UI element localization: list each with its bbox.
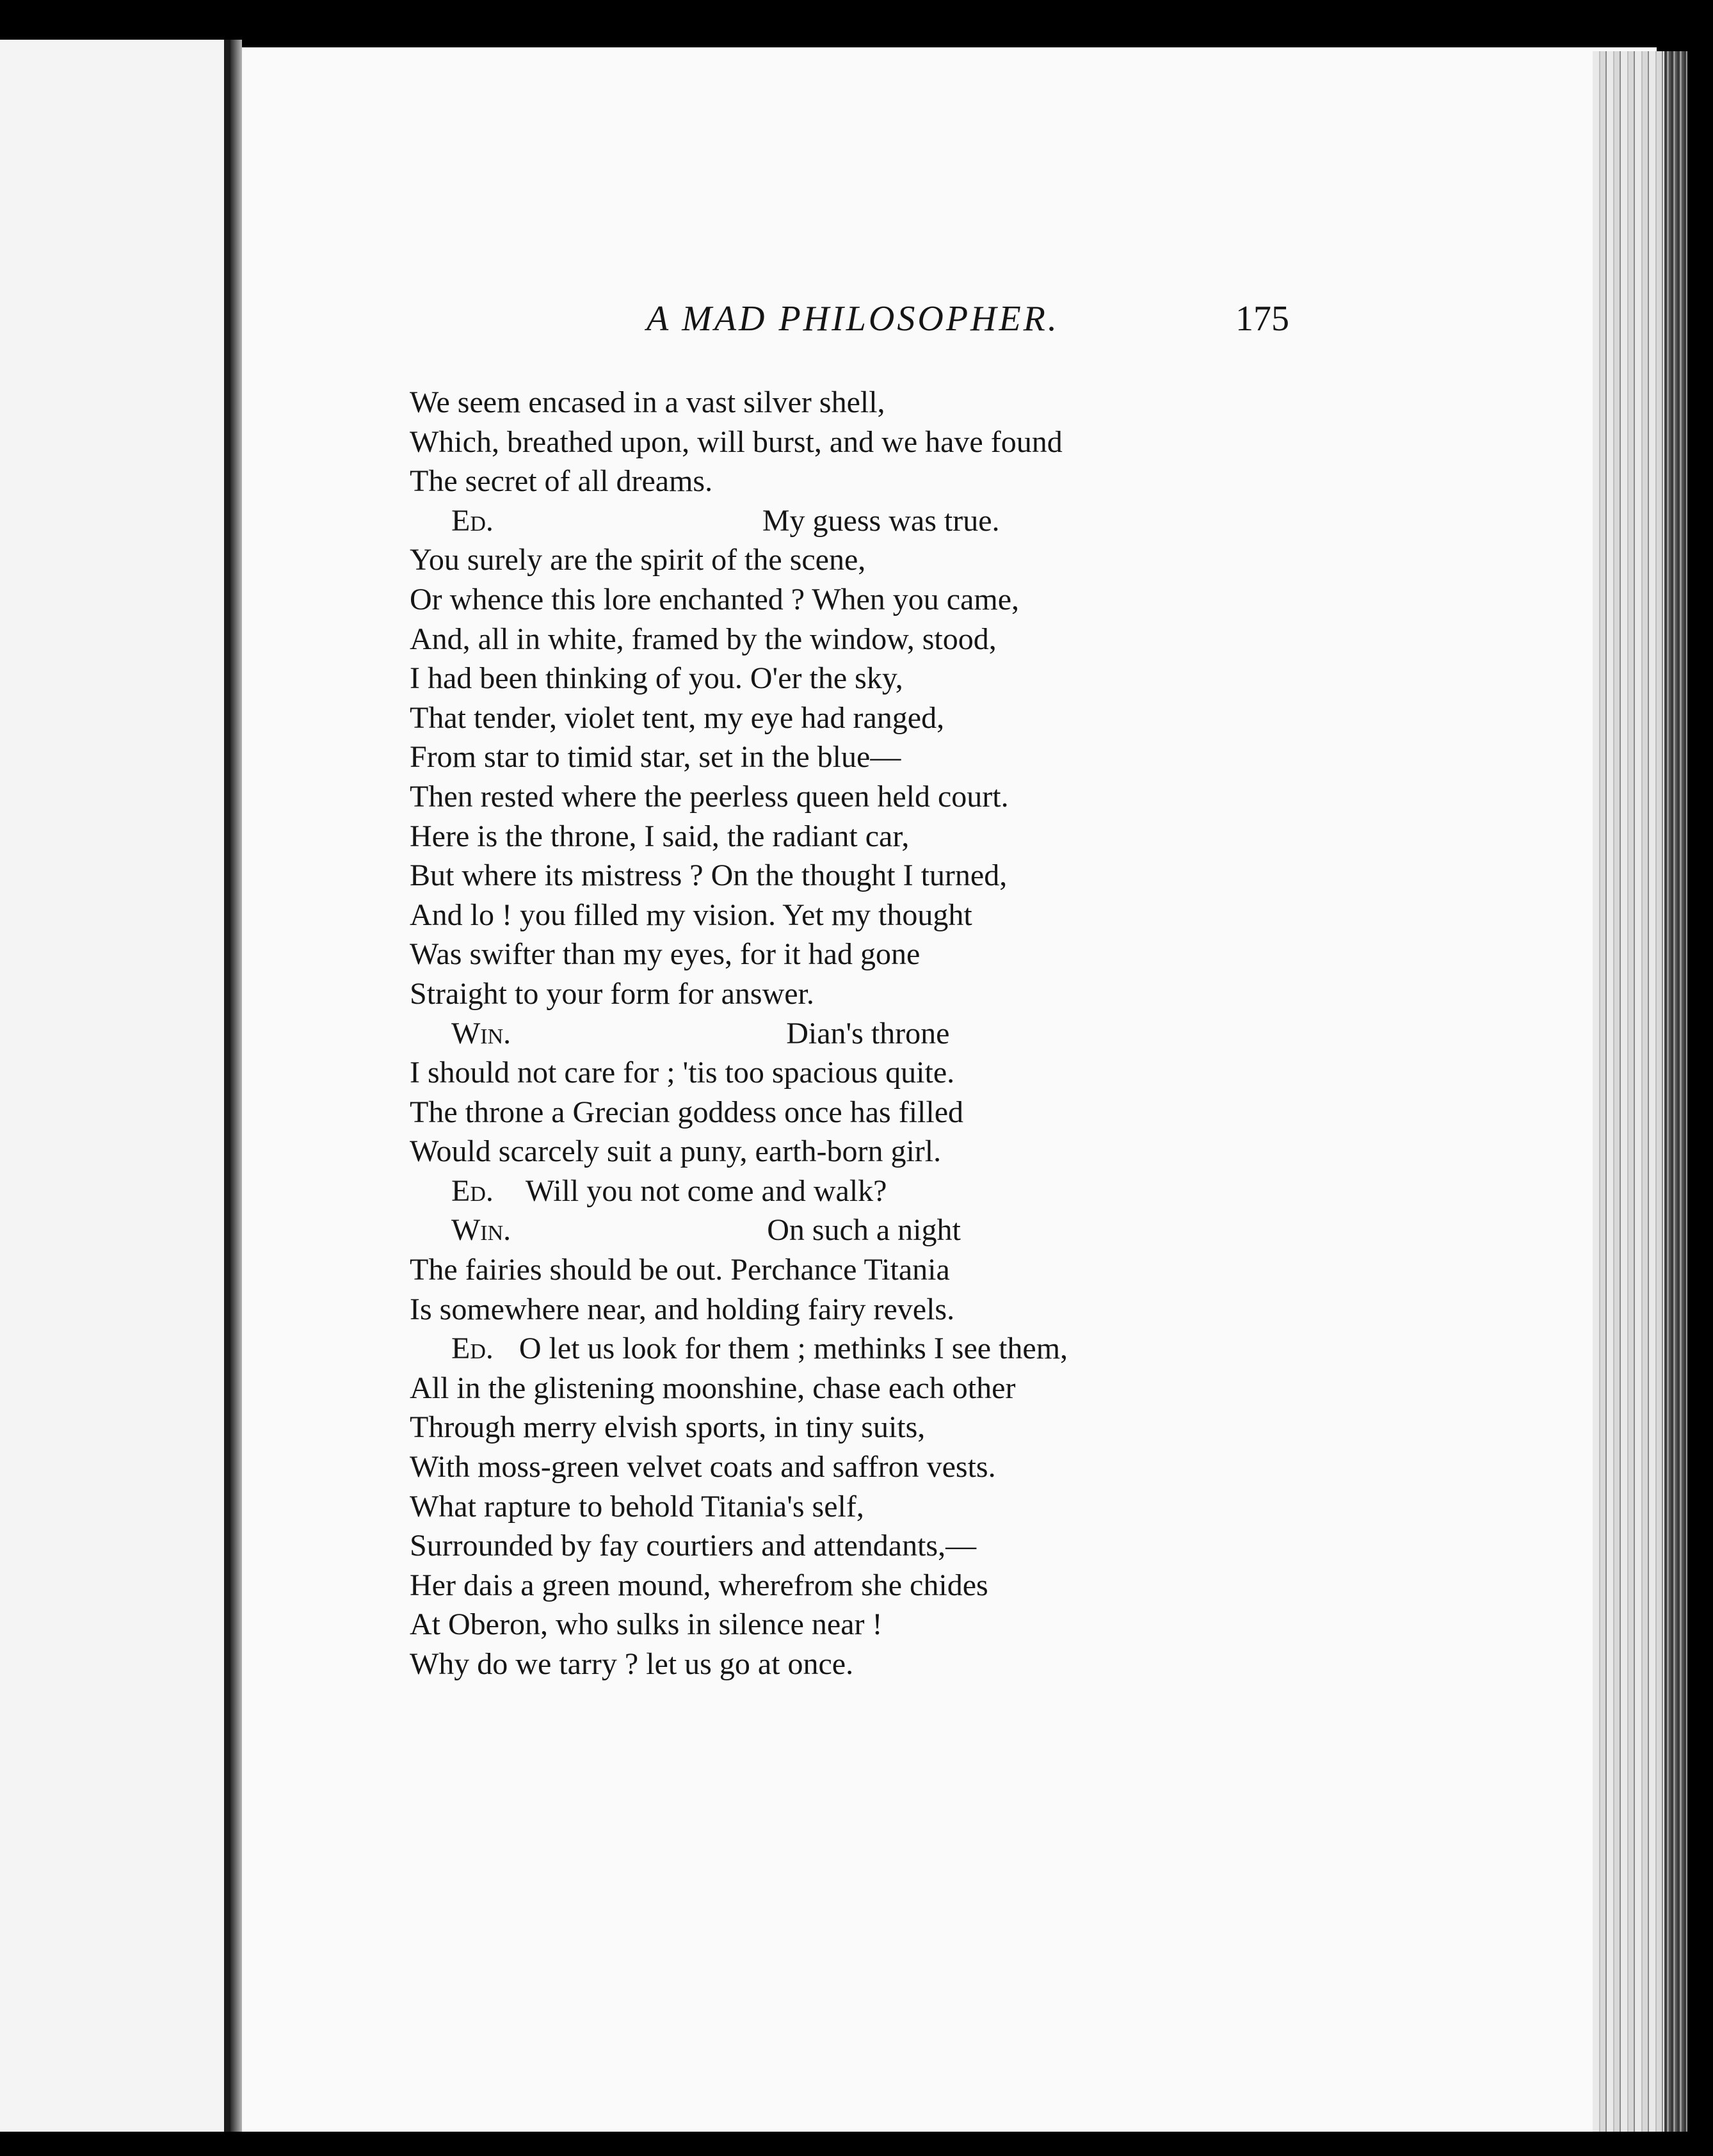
verse-line: Straight to your form for answer.	[410, 976, 814, 1011]
verse-line: Would scarcely suit a puny, earth-born girl.	[410, 1134, 942, 1169]
verse-line: I should not care for ; 'tis too spacious quite.	[410, 1056, 955, 1090]
verse-line: But where its mistress ? On the thought I turned,	[410, 858, 1008, 893]
speaker-line	[410, 1211, 1280, 1250]
speaker-name: Win.	[451, 1213, 511, 1248]
speaker-line	[410, 1014, 1280, 1054]
verse-line: Then rested where the peerless queen held court.	[410, 779, 1009, 814]
verse-line: And, all in white, framed by the window, stood,	[410, 622, 997, 656]
verse-line: That tender, violet tent, my eye had ranged,	[410, 700, 945, 735]
verse-line: Which, breathed upon, will burst, and we have found	[410, 424, 1063, 459]
verse-line: The fairies should be out. Perchance Titania	[410, 1253, 950, 1287]
verse-line: Through merry elvish sports, in tiny suits,	[410, 1410, 926, 1445]
speaker-name: Ed.	[451, 1173, 494, 1208]
page-number: 175	[1235, 299, 1289, 339]
speaker-text: On such a night	[767, 1213, 961, 1248]
verse-line: Why do we tarry ? let us go at once.	[410, 1647, 854, 1681]
speaker-name: Win.	[451, 1016, 511, 1050]
verse-line: Was swifter than my eyes, for it had gone	[410, 937, 921, 972]
verse-line: Surrounded by fay courtiers and attendants,—	[410, 1529, 977, 1563]
verse-line: The secret of all dreams.	[410, 464, 713, 499]
verse-line: With moss-green velvet coats and saffron vests.	[410, 1450, 996, 1484]
left-page-edge	[224, 40, 230, 2132]
verse-line: The throne a Grecian goddess once has filled	[410, 1095, 964, 1129]
speaker-line	[410, 1171, 1280, 1211]
speaker-text: O let us look for them ; methinks I see them,	[519, 1331, 1068, 1366]
speaker-text: Dian's throne	[786, 1016, 950, 1050]
verse-line: Here is the throne, I said, the radiant car,	[410, 819, 910, 853]
verse-line: From star to timid star, set in the blue—	[410, 740, 901, 775]
speaker-line	[410, 501, 1280, 541]
verse-line: I had been thinking of you. O'er the sky,	[410, 661, 903, 696]
verse-line: Or whence this lore enchanted ? When you came,	[410, 582, 1020, 616]
poem-text-block	[410, 383, 1280, 1684]
verse-line: We seem encased in a vast silver shell,	[410, 385, 885, 419]
speaker-text: Will you not come and walk?	[525, 1173, 887, 1208]
verse-line: Is somewhere near, and holding fairy revels.	[410, 1292, 955, 1326]
verse-line: At Oberon, who sulks in silence near !	[410, 1607, 883, 1642]
speaker-name: Ed.	[451, 1331, 494, 1366]
book-gutter	[230, 40, 242, 2132]
verse-line: All in the glistening moonshine, chase each other	[410, 1371, 1016, 1405]
verse-line: What rapture to behold Titania's self,	[410, 1489, 864, 1524]
book-fore-edge	[1664, 51, 1687, 2132]
speaker-name: Ed.	[451, 503, 494, 538]
left-page-blank	[0, 40, 224, 2132]
speaker-text: My guess was true.	[762, 503, 1000, 538]
speaker-line	[410, 1329, 1280, 1369]
verse-line: You surely are the spirit of the scene,	[410, 543, 866, 577]
verse-line: Her dais a green mound, wherefrom she chides	[410, 1568, 988, 1602]
verse-line: And lo ! you filled my vision. Yet my thought	[410, 897, 972, 932]
running-title: A MAD PHILOSOPHER.	[647, 299, 1059, 339]
